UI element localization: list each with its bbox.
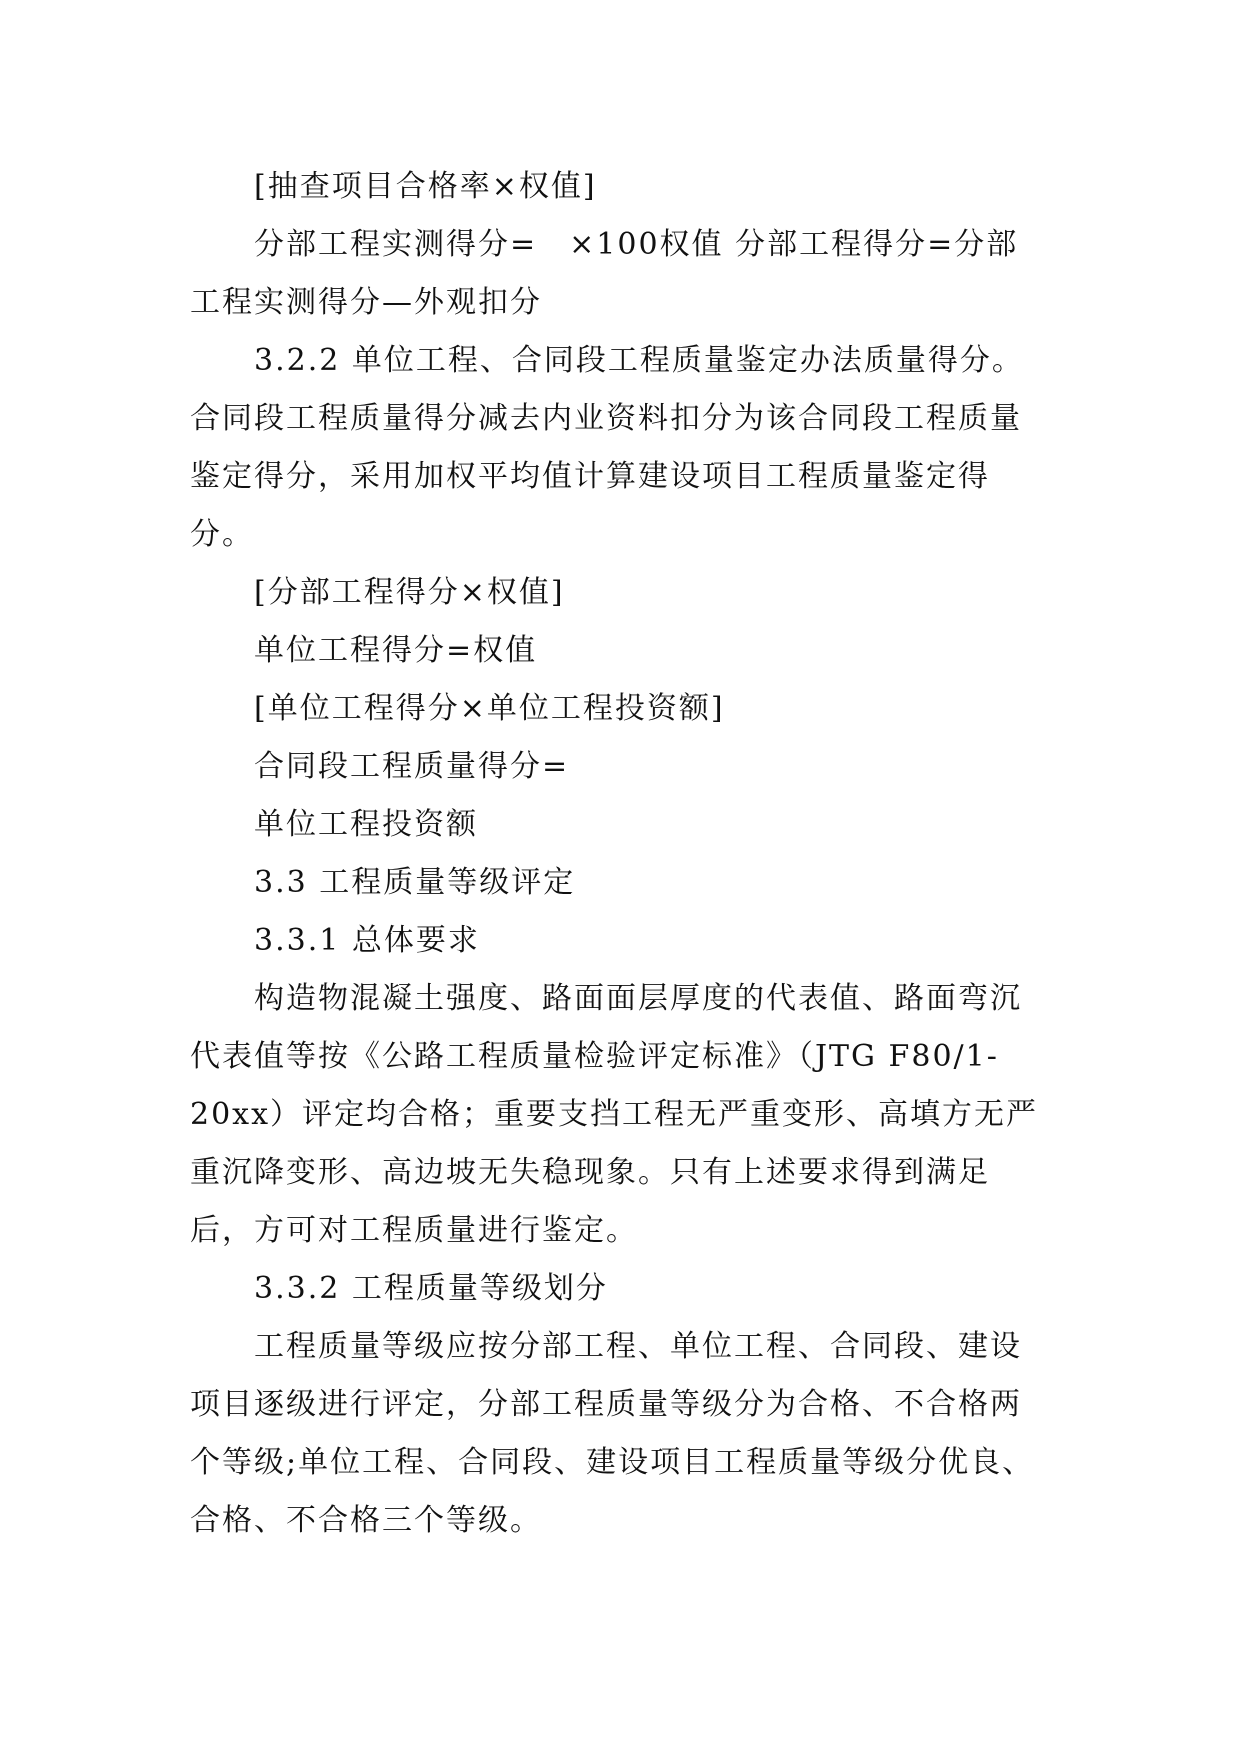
formula-contract-score: 合同段工程质量得分= (254, 749, 570, 784)
formula-unit-score: 单位工程得分=权值 (254, 633, 538, 668)
formula-numerator-unit: [单位工程得分×单位工程投资额] (254, 691, 725, 726)
formula-numerator-sampling: [抽查项目合格率×权值] (254, 169, 597, 204)
heading-3-3-2: 3.3.2 工程质量等级划分 (254, 1271, 608, 1306)
heading-3-3: 3.3 工程质量等级评定 (254, 865, 576, 900)
formula-numerator-subsection: [分部工程得分×权值] (254, 575, 565, 610)
heading-3-3-1: 3.3.1 总体要求 (254, 923, 480, 958)
formula-denominator-investment: 单位工程投资额 (254, 807, 478, 842)
document-body (190, 158, 1050, 1550)
paragraph-3-2-2: 3.2.2 单位工程、合同段工程质量鉴定办法质量得分。合同段工程质量得分减去内业资料扣分为该合同段工程质量鉴定得分，采用加权平均值计算建设项目工程质量鉴定得分。 (190, 343, 1024, 552)
formula-subsection-measured-score: 分部工程实测得分= ×100权值 分部工程得分=分部工程实测得分—外观扣分 (190, 227, 1019, 320)
paragraph-grade-division: 工程质量等级应按分部工程、单位工程、合同段、建设项目逐级进行评定，分部工程质量等级分为合格、不合格两个等级;单位工程、合同段、建设项目工程质量等级分优良、合格、不合格三个等级。 (190, 1329, 1035, 1538)
paragraph-general-requirements: 构造物混凝土强度、路面面层厚度的代表值、路面弯沉代表值等按《公路工程质量检验评定标准》（JTG F80/1-20xx）评定均合格；重要支挡工程无严重变形、高填方无严重沉降变形、高边坡无失稳现象。只有上述要求得到满足后，方可对工程质量进行鉴定。 (190, 981, 1039, 1248)
